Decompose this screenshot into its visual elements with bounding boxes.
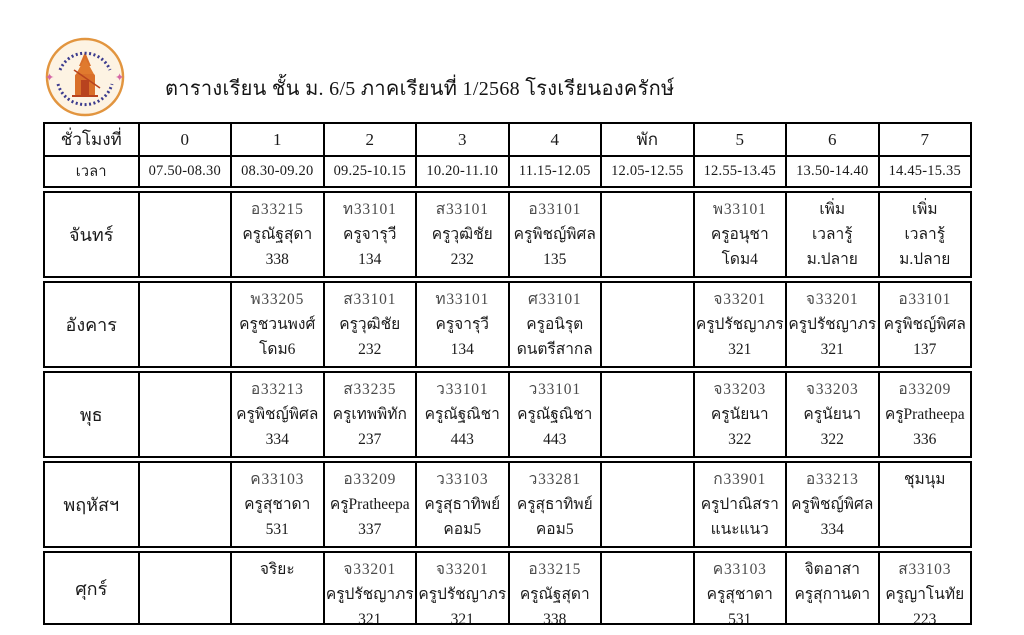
teacher-name: ครูณัฐสุดา xyxy=(519,586,590,603)
course-code: ค33103 xyxy=(250,471,305,488)
time-range: 09.25-10.15 xyxy=(323,157,416,186)
schedule-cell xyxy=(138,283,231,366)
room-number: 336 xyxy=(913,431,937,448)
period-number: 2 xyxy=(323,124,416,155)
schedule-cell xyxy=(878,463,971,546)
day-row-block xyxy=(43,191,972,278)
room-number: โดม6 xyxy=(259,341,296,358)
time-range: 08.30-09.20 xyxy=(230,157,323,186)
room-number: 137 xyxy=(913,341,937,358)
day-label: จันทร์ xyxy=(69,225,114,245)
course-code: จ33201 xyxy=(713,291,767,308)
teacher-name: ครูจารุวี xyxy=(435,316,489,333)
course-code: ส33101 xyxy=(343,291,397,308)
schedule-cell xyxy=(508,283,601,366)
course-code: ว33281 xyxy=(528,471,581,488)
room-number: 223 xyxy=(913,611,937,623)
day-row-block xyxy=(43,281,972,368)
schedule-cell xyxy=(230,373,323,456)
teacher-name: ครูสุชาดา xyxy=(244,496,311,513)
cell-text: ครูสุกานดา xyxy=(794,586,871,603)
schedule-cell xyxy=(878,193,971,276)
course-code: ว33101 xyxy=(436,381,489,398)
room-number: 338 xyxy=(265,251,289,268)
schedule-cell xyxy=(138,463,231,546)
schedule-cell xyxy=(785,463,878,546)
course-code: พ33101 xyxy=(712,201,767,218)
schedule-cell xyxy=(138,373,231,456)
schedule-cell xyxy=(785,373,878,456)
period-number: 5 xyxy=(693,124,786,155)
schedule-cell xyxy=(323,373,416,456)
teacher-name: ครูปรัชญาภร xyxy=(695,316,784,333)
timetable-header-block xyxy=(43,122,972,188)
course-code: จ33201 xyxy=(805,291,859,308)
day-label: ศุกร์ xyxy=(75,578,108,599)
room-number: 443 xyxy=(450,431,474,448)
course-code: ส33235 xyxy=(343,381,397,398)
teacher-name: ครูญาโนทัย xyxy=(885,586,965,603)
day-row xyxy=(45,463,970,546)
course-code: อ33213 xyxy=(805,471,859,488)
course-code: จ33203 xyxy=(805,381,859,398)
room-number: 443 xyxy=(543,431,567,448)
cell-text: เพิ่ม xyxy=(911,201,938,218)
course-code: ส33101 xyxy=(435,201,489,218)
cell-text: จิตอาสา xyxy=(804,561,860,578)
room-number: 135 xyxy=(543,251,567,268)
schedule-cell xyxy=(693,283,786,366)
teacher-name: ครูปาณิสรา xyxy=(700,496,779,513)
teacher-name: ครูPratheepa xyxy=(329,496,410,513)
course-code: ก33901 xyxy=(713,471,767,488)
teacher-name: ครูเทพพิทัก xyxy=(332,406,407,423)
teacher-name: ครูวุฒิชัย xyxy=(339,316,401,333)
course-code: อ33101 xyxy=(528,201,582,218)
course-code: ค33103 xyxy=(712,561,767,578)
schedule-cell xyxy=(878,373,971,456)
schedule-cell xyxy=(415,373,508,456)
school-logo xyxy=(44,36,126,118)
room-number: โดม4 xyxy=(721,251,758,268)
time-range: 07.50-08.30 xyxy=(138,157,231,186)
time-range: 12.05-12.55 xyxy=(600,157,693,186)
course-code: ส33103 xyxy=(898,561,952,578)
cell-text: จริยะ xyxy=(259,561,295,578)
schedule-cell xyxy=(323,193,416,276)
course-code: อ33215 xyxy=(528,561,582,578)
room-number: แนะแนว xyxy=(710,521,769,538)
period-number: 6 xyxy=(785,124,878,155)
schedule-cell xyxy=(415,463,508,546)
cell-text: ม.ปลาย xyxy=(899,251,951,268)
teacher-name: ครูณัฐณิชา xyxy=(424,406,500,423)
room-number: 321 xyxy=(450,611,474,623)
period-header-row xyxy=(45,124,970,155)
period-header-label: ชั่วโมงที่ xyxy=(60,130,122,149)
day-label: พุธ xyxy=(79,405,103,425)
cell-text: เพิ่ม xyxy=(819,201,846,218)
schedule-cell xyxy=(693,553,786,623)
cell-text: ชุมนุม xyxy=(903,471,946,488)
room-number: คอม5 xyxy=(535,521,574,538)
course-code: อ33101 xyxy=(898,291,952,308)
teacher-name: ครูชวนพงศ์ xyxy=(239,316,316,333)
schedule-cell xyxy=(138,553,231,623)
schedule-cell xyxy=(693,463,786,546)
room-number: 321 xyxy=(358,611,382,623)
room-number: 334 xyxy=(265,431,289,448)
room-number: 321 xyxy=(728,341,752,358)
course-code: พ33205 xyxy=(250,291,305,308)
teacher-name: ครูพิชญ์พิศล xyxy=(236,406,319,423)
time-range: 12.55-13.45 xyxy=(693,157,786,186)
teacher-name: ครูพิชญ์พิศล xyxy=(513,226,596,243)
course-code: ท33101 xyxy=(435,291,490,308)
schedule-cell xyxy=(693,373,786,456)
school-emblem-icon xyxy=(44,36,126,118)
course-code: จ33201 xyxy=(435,561,489,578)
room-number: ดนตรีสากล xyxy=(516,341,593,358)
course-code: จ33203 xyxy=(713,381,767,398)
room-number: 334 xyxy=(820,521,844,538)
time-range: 10.20-11.10 xyxy=(415,157,508,186)
schedule-cell xyxy=(323,463,416,546)
schedule-cell xyxy=(600,373,693,456)
schedule-cell xyxy=(785,283,878,366)
room-number: 322 xyxy=(820,431,844,448)
room-number: 237 xyxy=(358,431,382,448)
teacher-name: ครูสุธาทิพย์ xyxy=(424,496,501,513)
period-number: 7 xyxy=(878,124,971,155)
schedule-cell xyxy=(600,193,693,276)
time-range: 13.50-14.40 xyxy=(785,157,878,186)
teacher-name: ครูณัฐณิชา xyxy=(517,406,593,423)
schedule-cell xyxy=(508,193,601,276)
schedule-cell xyxy=(323,283,416,366)
schedule-cell xyxy=(415,193,508,276)
schedule-cell xyxy=(693,193,786,276)
schedule-cell xyxy=(878,553,971,623)
room-number: 134 xyxy=(450,341,474,358)
day-row-block xyxy=(43,461,972,548)
teacher-name: ครูวุฒิชัย xyxy=(431,226,493,243)
teacher-name: ครูนัยนา xyxy=(803,406,862,423)
period-number: 0 xyxy=(138,124,231,155)
schedule-cell xyxy=(230,553,323,623)
schedule-cell xyxy=(508,553,601,623)
room-number: 134 xyxy=(358,251,382,268)
sparkle-icon: ✦ xyxy=(45,72,55,84)
course-code: อ33209 xyxy=(343,471,397,488)
schedule-cell xyxy=(878,283,971,366)
schedule-cell xyxy=(230,283,323,366)
day-row-block xyxy=(43,551,972,625)
course-code: จ33201 xyxy=(343,561,397,578)
schedule-cell xyxy=(230,193,323,276)
room-number: 321 xyxy=(820,341,844,358)
day-row xyxy=(45,553,970,623)
room-number: คอม5 xyxy=(443,521,482,538)
course-code: อ33215 xyxy=(250,201,304,218)
time-range: 11.15-12.05 xyxy=(508,157,601,186)
cell-text: ม.ปลาย xyxy=(806,251,858,268)
schedule-cell xyxy=(323,553,416,623)
schedule-cell xyxy=(508,463,601,546)
schedule-cell xyxy=(600,553,693,623)
day-rows xyxy=(43,191,972,625)
course-code: อ33209 xyxy=(898,381,952,398)
teacher-name: ครูอนุชา xyxy=(710,226,769,243)
schedule-cell xyxy=(230,463,323,546)
teacher-name: ครูสุชาดา xyxy=(706,586,773,603)
teacher-name: ครูอนิรุต xyxy=(526,316,584,333)
period-number: 3 xyxy=(415,124,508,155)
time-header-row xyxy=(45,155,970,186)
teacher-name: ครูปรัชญาภร xyxy=(325,586,414,603)
room-number: 531 xyxy=(265,521,289,538)
teacher-name: ครูพิชญ์พิศล xyxy=(791,496,874,513)
day-label: พฤหัสฯ xyxy=(63,495,120,515)
day-row-block xyxy=(43,371,972,458)
schedule-cell xyxy=(508,373,601,456)
period-number: 4 xyxy=(508,124,601,155)
teacher-name: ครูนัยนา xyxy=(710,406,769,423)
teacher-name: ครูสุธาทิพย์ xyxy=(516,496,593,513)
teacher-name: ครูPratheepa xyxy=(884,406,965,423)
time-range: 14.45-15.35 xyxy=(878,157,971,186)
day-label: อังคาร xyxy=(65,315,117,335)
course-code: ศ33101 xyxy=(528,291,582,308)
cell-text: เวลารู้ xyxy=(904,226,946,243)
room-number: 232 xyxy=(450,251,474,268)
schedule-cell xyxy=(600,463,693,546)
schedule-cell xyxy=(138,193,231,276)
course-code: ว33103 xyxy=(436,471,489,488)
teacher-name: ครูณัฐสุดา xyxy=(242,226,313,243)
day-row xyxy=(45,193,970,276)
room-number: 338 xyxy=(543,611,567,623)
day-row xyxy=(45,283,970,366)
room-number: 337 xyxy=(358,521,382,538)
room-number: 531 xyxy=(728,611,752,623)
page-title: ตารางเรียน ชั้น ม. 6/5 ภาคเรียนที่ 1/2568 โรงเรียนองครักษ์ xyxy=(165,78,675,100)
time-header-label: เวลา xyxy=(75,164,107,180)
timetable xyxy=(43,122,972,628)
course-code: ท33101 xyxy=(342,201,397,218)
teacher-name: ครูพิชญ์พิศล xyxy=(883,316,966,333)
teacher-name: ครูปรัชญาภร xyxy=(788,316,877,333)
period-number: 1 xyxy=(230,124,323,155)
teacher-name: ครูปรัชญาภร xyxy=(418,586,507,603)
teacher-name: ครูจารุวี xyxy=(342,226,397,243)
room-number: 322 xyxy=(728,431,752,448)
schedule-cell xyxy=(785,553,878,623)
schedule-cell xyxy=(785,193,878,276)
course-code: อ33213 xyxy=(250,381,304,398)
schedule-cell xyxy=(415,283,508,366)
day-row xyxy=(45,373,970,456)
sparkle-icon: ✦ xyxy=(115,72,125,84)
cell-text: เวลารู้ xyxy=(811,226,853,243)
room-number: 232 xyxy=(358,341,382,358)
schedule-cell xyxy=(600,283,693,366)
course-code: ว33101 xyxy=(528,381,581,398)
schedule-cell xyxy=(415,553,508,623)
period-number: พัก xyxy=(600,124,693,155)
